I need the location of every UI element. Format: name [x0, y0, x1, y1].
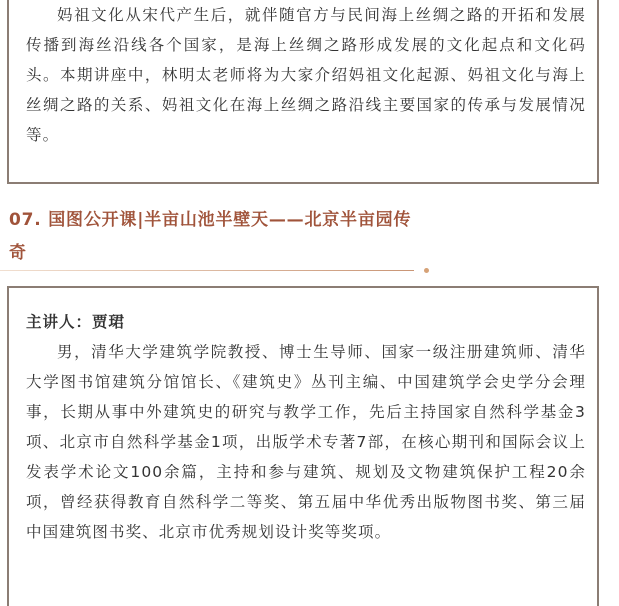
title-divider-dot	[424, 268, 429, 273]
section-title: 07. 国图公开课|半亩山池半壁天——北京半亩园传奇	[9, 210, 412, 263]
lecturer-bio: 男，清华大学建筑学院教授、博士生导师、国家一级注册建筑师、清华大学图书馆建筑分馆馆长、《建筑史》丛刊主编、中国建筑学会史学分会理事，长期从事中外建筑史的研究与教学工作，先后主持国家自然科学基金3项、北京市自然科学基金1项，出版学术专著7部，在核心期刊和国际会议上发表学术论文100余篇，主持和参与建筑、规划及文物建筑保护工程20余项，曾经获得教育自然科学二等奖、第五届中华优秀出版物图书奖、第三届中国建筑图书奖、北京市优秀规划设计奖等奖项。	[26, 343, 586, 541]
title-divider	[0, 270, 414, 271]
intro-paragraph: 妈祖文化从宋代产生后，就伴随官方与民间海上丝绸之路的开拓和发展传播到海丝沿线各个国家，是海上丝绸之路形成发展的文化起点和文化码头。本期讲座中，林明太老师将为大家介绍妈祖文化起源、妈祖文化与海上丝绸之路的关系、妈祖文化在海上丝绸之路沿线主要国家的传承与发展情况等。	[26, 6, 586, 144]
lecturer-name: 主讲人：贾珺	[26, 313, 126, 331]
